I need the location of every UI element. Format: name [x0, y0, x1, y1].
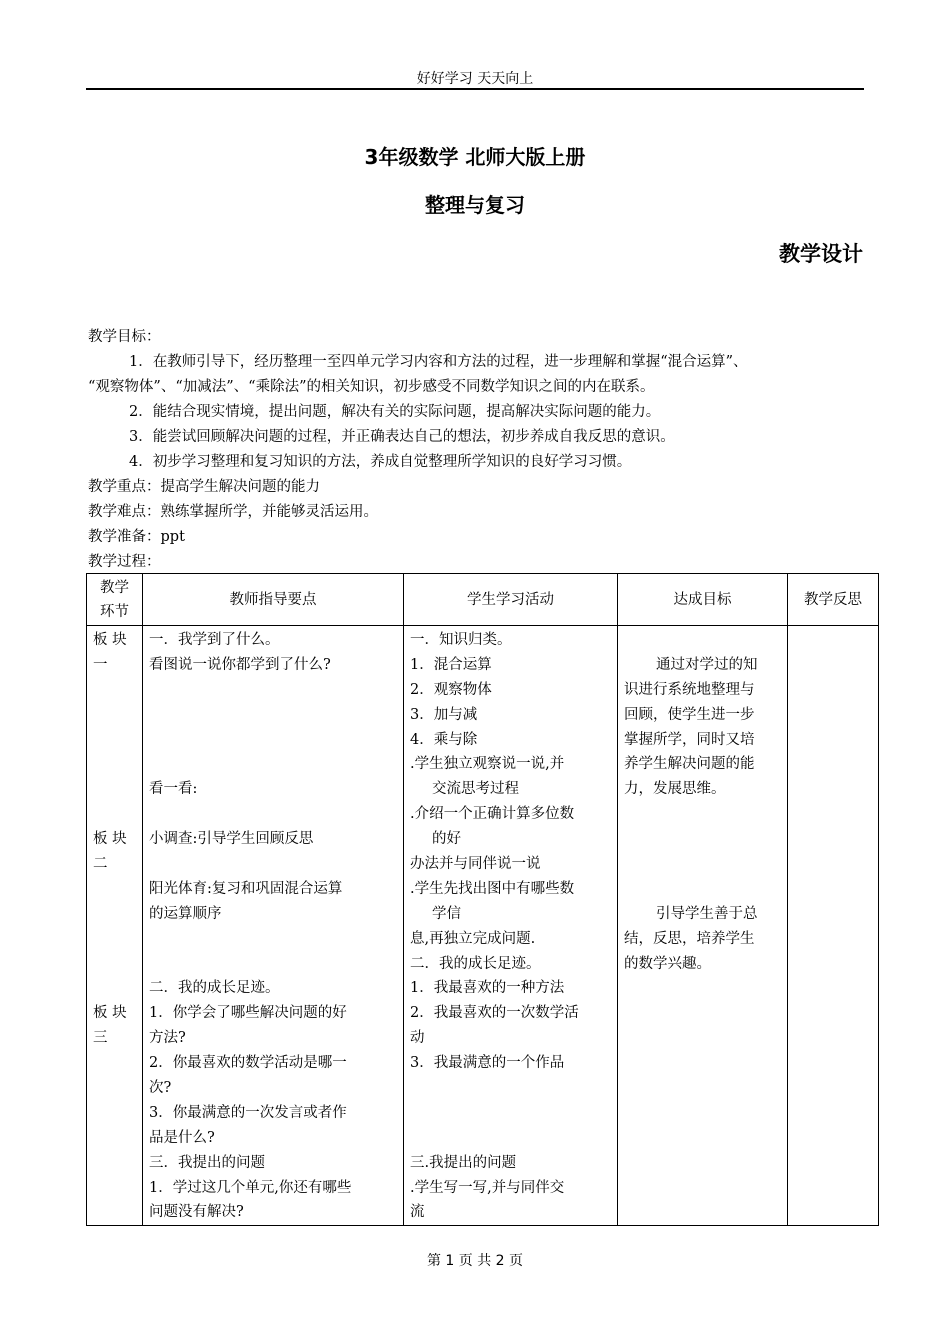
goal-line: 通过对学过的知: [656, 656, 758, 673]
teacher-guidance-line: 品是什么?: [149, 1129, 215, 1146]
header-goals: 达成目标: [618, 574, 788, 626]
student-activity-line: 三.我提出的问题: [410, 1154, 517, 1171]
stage-column: [87, 626, 143, 1226]
goal-line: 掌握所学，同时又培: [624, 731, 755, 748]
stage-label: [93, 678, 138, 703]
teacher-guidance-line: 阳光体育:复习和巩固混合运算: [149, 880, 343, 897]
teacher-guidance-line: 1．你学会了哪些解决问题的好: [149, 1005, 347, 1022]
header-student-activities: 学生学习活动: [404, 574, 618, 626]
stage-label: [93, 752, 138, 777]
teacher-guidance-line: [149, 852, 399, 877]
student-activity-line: 办法并与同伴说一说: [410, 856, 541, 873]
student-activity-line: [410, 1126, 613, 1151]
teacher-guidance-line: [149, 703, 399, 728]
objective-2: 2．能结合现实情境，提出问题，解决有关的实际问题，提高解决实际问题的能力。: [129, 404, 661, 420]
student-activity-line: 学信: [432, 905, 461, 922]
student-activity-line: 息,再独立完成问题.: [410, 930, 536, 947]
teacher-guidance-line: 方法?: [149, 1030, 186, 1047]
stage-label: [93, 1076, 138, 1101]
student-activity-line: .学生独立观察说一说,并: [410, 756, 565, 773]
objective-4: 4．初步学习整理和复习知识的方法，养成自觉整理所学知识的良好学习习惯。: [129, 454, 632, 470]
teacher-guidance-line: [149, 952, 399, 977]
stage-label: [93, 1151, 138, 1176]
teacher-guidance-column: [143, 626, 404, 1226]
stage-label: [93, 703, 138, 728]
teacher-guidance-line: 1．学过这几个单元,你还有哪些: [149, 1179, 352, 1196]
stage-label: [93, 952, 138, 977]
student-activity-line: 的好: [432, 831, 461, 848]
teacher-guidance-line: 一．我学到了什么。: [149, 632, 280, 648]
stage-label: [93, 728, 138, 753]
objective-1-line-1: 1．在教师引导下，经历整理一至四单元学习内容和方法的过程，进一步理解和掌握“混合运算”、: [129, 354, 748, 370]
goal-line: 力，发展思维。: [624, 781, 726, 798]
page-footer: 第 1 页 共 2 页: [426, 1253, 524, 1269]
stage-label: [93, 1126, 138, 1151]
stage-label: [93, 802, 138, 827]
stage-label: 一: [93, 656, 108, 673]
teacher-guidance-line: [149, 728, 399, 753]
student-activity-line: .介绍一个正确计算多位数: [410, 806, 575, 823]
teaching-process-table: [86, 573, 879, 1226]
goal-line: [624, 628, 783, 653]
teacher-guidance-line: 看一看:: [149, 781, 198, 798]
stage-label: [93, 1101, 138, 1126]
student-activity-line: [410, 1076, 613, 1101]
page-header: 好好学习 天天向上: [416, 71, 534, 87]
student-activity-line: 一．知识归类。: [410, 632, 512, 648]
teacher-guidance-line: 小调查:引导学生回顾反思: [149, 831, 314, 848]
stage-label: [93, 976, 138, 1001]
student-activity-line: 3．加与减: [410, 706, 478, 723]
stage-label: 二: [93, 856, 108, 873]
teacher-guidance-line: [149, 802, 399, 827]
goals-column: [618, 626, 788, 1226]
goal-line: 回顾，使学生进一步: [624, 706, 755, 723]
student-activity-line: 2．观察物体: [410, 681, 492, 698]
teacher-guidance-line: 2．你最喜欢的数学活动是哪一: [149, 1055, 347, 1072]
stage-label: [93, 902, 138, 927]
goal-line: 的数学兴趣。: [624, 955, 711, 972]
teacher-guidance-line: 三．我提出的问题: [149, 1154, 265, 1171]
stage-label: [93, 1176, 138, 1201]
stage-label: [93, 927, 138, 952]
header-divider: [86, 88, 864, 90]
student-activity-line: 1．混合运算: [410, 656, 492, 673]
stage-label: 三: [93, 1030, 108, 1047]
reflection-column: [788, 626, 879, 1226]
stage-label: [93, 1051, 138, 1076]
goal-line: 结，反思，培养学生: [624, 930, 755, 947]
teacher-guidance-line: 3．你最满意的一次发言或者作: [149, 1104, 347, 1121]
student-activity-line: 二．我的成长足迹。: [410, 955, 541, 972]
preparation: 教学准备：ppt: [88, 529, 185, 545]
student-activities-column: [404, 626, 618, 1226]
student-activity-line: 流: [410, 1204, 425, 1221]
goal-line: 引导学生善于总: [656, 905, 758, 922]
teacher-guidance-line: [149, 927, 399, 952]
stage-label: 板 块: [93, 1005, 127, 1022]
teacher-guidance-line: 的运算顺序: [149, 905, 222, 922]
objectives-heading: 教学目标：: [88, 329, 161, 345]
student-activity-line: 动: [410, 1030, 425, 1047]
key-point: 教学重点：提高学生解决问题的能力: [88, 479, 320, 495]
goal-line: [624, 802, 783, 827]
header-reflection: 教学反思: [788, 574, 879, 626]
header-teacher-guidance: 教师指导要点: [143, 574, 404, 626]
stage-label: [93, 877, 138, 902]
goal-line: 养学生解决问题的能: [624, 756, 755, 773]
goal-line: [624, 852, 783, 877]
doc-subtitle: 整理与复习: [425, 193, 525, 217]
goal-line: [624, 877, 783, 902]
objective-1-line-2: “观察物体”、“加减法”、“乘除法”的相关知识，初步感受不同数学知识之间的内在联系。: [88, 379, 655, 395]
student-activity-line: .学生先找出图中有哪些数: [410, 880, 575, 897]
stage-label: [93, 777, 138, 802]
student-activity-line: 2．我最喜欢的一次数学活: [410, 1005, 579, 1022]
student-activity-line: .学生写一写,并与同伴交: [410, 1179, 565, 1196]
difficulty: 教学难点：熟练掌握所学，并能够灵活运用。: [88, 504, 378, 520]
student-activity-line: 交流思考过程: [432, 781, 519, 798]
goal-line: 识进行系统地整理与: [624, 681, 755, 698]
student-activity-line: [410, 1101, 613, 1126]
goal-line: [624, 827, 783, 852]
teacher-guidance-line: [149, 752, 399, 777]
header-stage: 教学 环节: [87, 574, 143, 626]
teacher-guidance-line: 看图说一说你都学到了什么?: [149, 656, 331, 673]
table-header-row: [87, 574, 879, 626]
student-activity-line: 1．我最喜欢的一种方法: [410, 980, 565, 997]
stage-label: 板 块: [93, 831, 127, 848]
teacher-guidance-line: 问题没有解决?: [149, 1204, 244, 1221]
doc-title: 3年级数学 北师大版上册: [364, 145, 586, 169]
doc-type-label: 教学设计: [779, 242, 863, 266]
teacher-guidance-line: [149, 678, 399, 703]
stage-label: 板 块: [93, 632, 127, 648]
process-heading: 教学过程：: [88, 554, 161, 570]
teacher-guidance-line: 次?: [149, 1080, 172, 1097]
table-body-row: [87, 626, 879, 1226]
objective-3: 3．能尝试回顾解决问题的过程，并正确表达自己的想法，初步养成自我反思的意识。: [129, 429, 675, 445]
teacher-guidance-line: 二．我的成长足迹。: [149, 980, 280, 997]
student-activity-line: 4．乘与除: [410, 731, 478, 748]
student-activity-line: 3．我最满意的一个作品: [410, 1055, 565, 1072]
